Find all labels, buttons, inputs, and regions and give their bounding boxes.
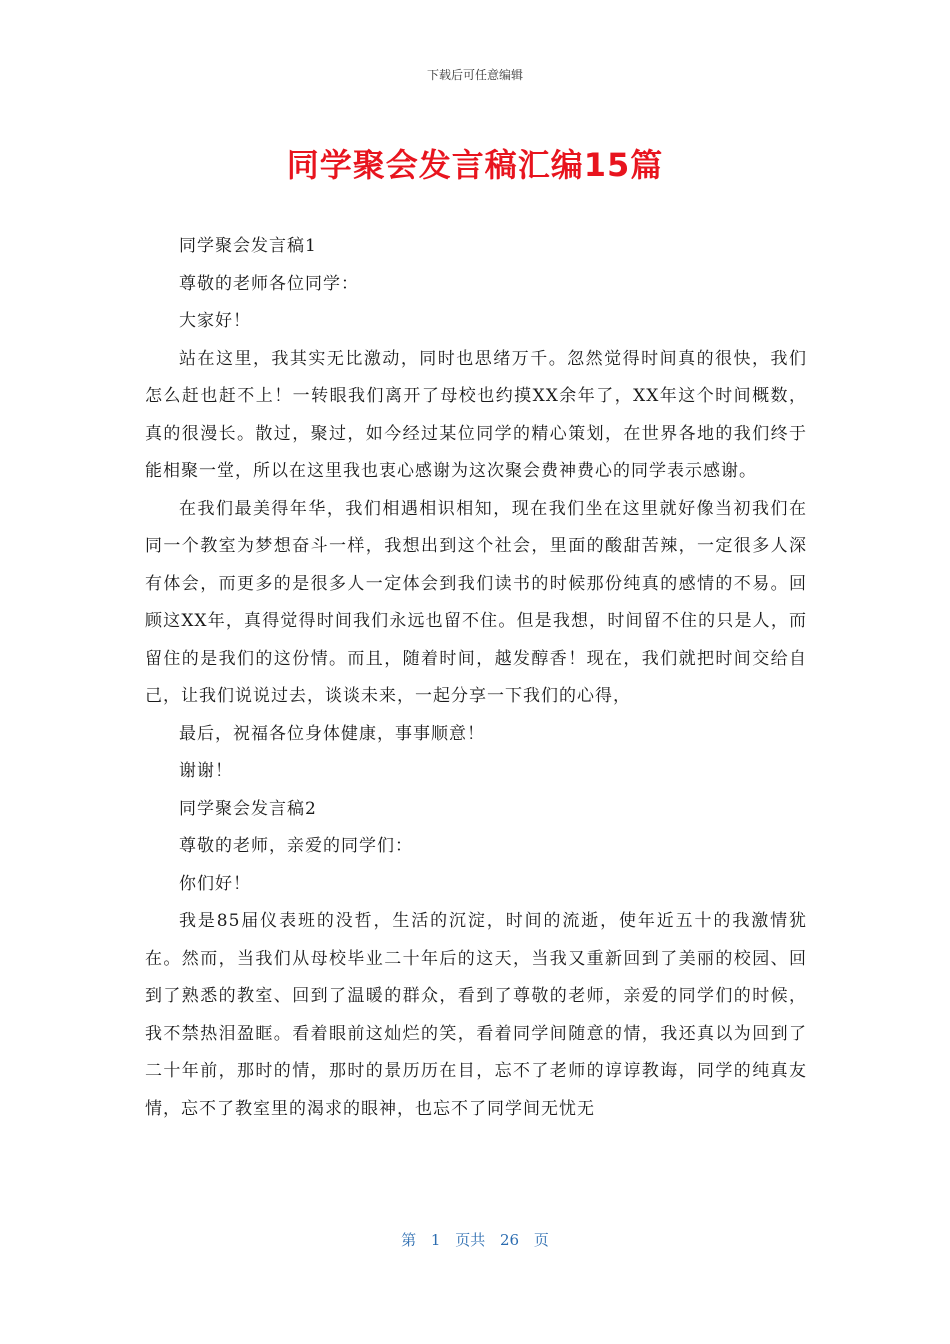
greeting: 你们好！: [179, 873, 251, 894]
body-paragraph: 站在这里，我其实无比激动，同时也思绪万千。忽然觉得时间真的很快，我们怎么赶也赶不上！一转眼我们离开了母校也约摸XX余年了，XX年这个时间概数，真的很漫长。散过，聚过，如今经过某位同学的精心策划，在世界各地的我们终于能相聚一堂，所以在这里我也衷心感谢为这次聚会费神费心的同学表示感谢。: [145, 348, 807, 481]
body-paragraph: 在我们最美得年华，我们相遇相识相知，现在我们坐在这里就好像当初我们在同一个教室为梦想奋斗一样，我想出到这个社会，里面的酸甜苦辣，一定很多人深有体会，而更多的是很多人一定体会到我们读书的时候那份纯真的感情的不易。回顾这XX年，真得觉得时间我们永远也留不住。但是我想，时间留不住的只是人，而留住的是我们的这份情。而且，随着时间，越发醇香！现在，我们就把时间交给自己，让我们说说过去，谈谈未来，一起分享一下我们的心得，: [145, 498, 807, 706]
total-page-count: 26: [500, 1231, 520, 1249]
header-note: 下载后可任意编辑: [426, 68, 523, 82]
footer-suffix: 页: [533, 1231, 549, 1249]
current-page-number: 1: [430, 1231, 441, 1249]
salutation: 尊敬的老师各位同学：: [179, 273, 359, 294]
footer-prefix: 第: [401, 1231, 417, 1249]
body-paragraph: 我是85届仪表班的没哲，生活的沉淀，时间的流逝，使年近五十的我激情犹在。然而，当我们从母校毕业二十年后的这天，当我又重新回到了美丽的校园、回到了熟悉的教室、回到了温暖的群众，看到了尊敬的老师，亲爱的同学们的时候，我不禁热泪盈眶。看着眼前这灿烂的笑，看着同学间随意的情，我还真以为回到了二十年前，那时的情，那时的景历历在目，忘不了老师的谆谆教诲，同学的纯真友情，忘不了教室里的渴求的眼神，也忘不了同学间无忧无: [145, 911, 807, 1119]
section-heading: 同学聚会发言稿1: [179, 236, 317, 256]
page-footer: [0, 1229, 950, 1250]
document-title: 同学聚会发言稿汇编15篇: [286, 146, 664, 184]
thanks: 谢谢！: [179, 761, 233, 781]
salutation: 尊敬的老师，亲爱的同学们：: [179, 836, 413, 856]
greeting: 大家好！: [179, 311, 251, 331]
section-heading: 同学聚会发言稿2: [179, 798, 317, 819]
closing-wish: 最后，祝福各位身体健康，事事顺意！: [179, 723, 485, 744]
footer-middle: 页共: [455, 1231, 486, 1249]
document-body: [145, 228, 807, 1128]
